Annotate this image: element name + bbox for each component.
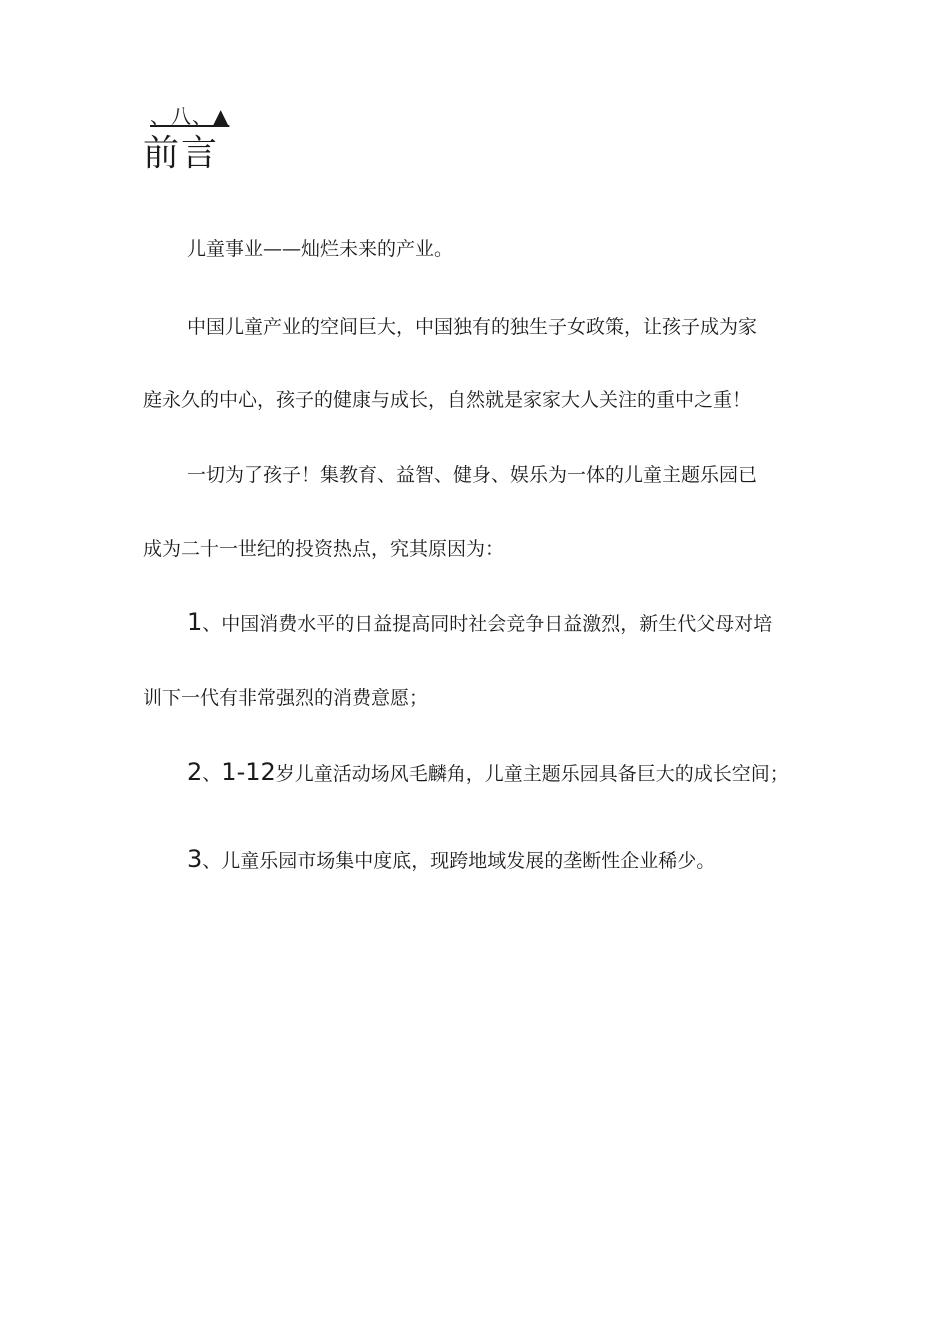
reason-2-age-range: 1-12 — [221, 758, 276, 786]
reason-2-text: 岁儿童活动场风毛麟角，儿童主题乐园具备巨大的成长空间； — [275, 763, 789, 785]
reason-3-text: 、儿童乐园市场集中度底，现跨地域发展的垄断性企业稀少。 — [202, 850, 716, 872]
paragraph-intro: 儿童事业——灿烂未来的产业。 — [187, 238, 454, 260]
paragraph-3-line-2: 成为二十一世纪的投资热点，究其原因为： — [143, 538, 505, 560]
reason-1-line-2: 训下一代有非常强烈的消费意愿； — [143, 687, 429, 709]
reason-1-line-1 — [187, 609, 772, 637]
reason-1-number: 1 — [187, 608, 203, 636]
reason-2-line — [187, 759, 789, 787]
reason-2-separator: 、 — [202, 763, 222, 785]
reason-3-number: 3 — [187, 845, 203, 873]
reason-1-text: 、中国消费水平的日益提高同时社会竞争日益激烈，新生代父母对培 — [202, 613, 773, 635]
paragraph-2-line-1: 中国儿童产业的空间巨大，中国独有的独生子女政策，让孩子成为家 — [187, 316, 758, 338]
paragraph-2-line-2: 庭永久的中心，孩子的健康与成长，自然就是家家大人关注的重中之重！ — [143, 389, 752, 411]
page-title: 前言 — [143, 133, 220, 174]
heading-artifact: 、八、▲ — [150, 104, 230, 128]
reason-2-number: 2 — [187, 758, 203, 786]
reason-3-line — [187, 846, 715, 874]
paragraph-3-line-1: 一切为了孩子！集教育、益智、健身、娱乐为一体的儿童主题乐园已 — [187, 464, 758, 486]
